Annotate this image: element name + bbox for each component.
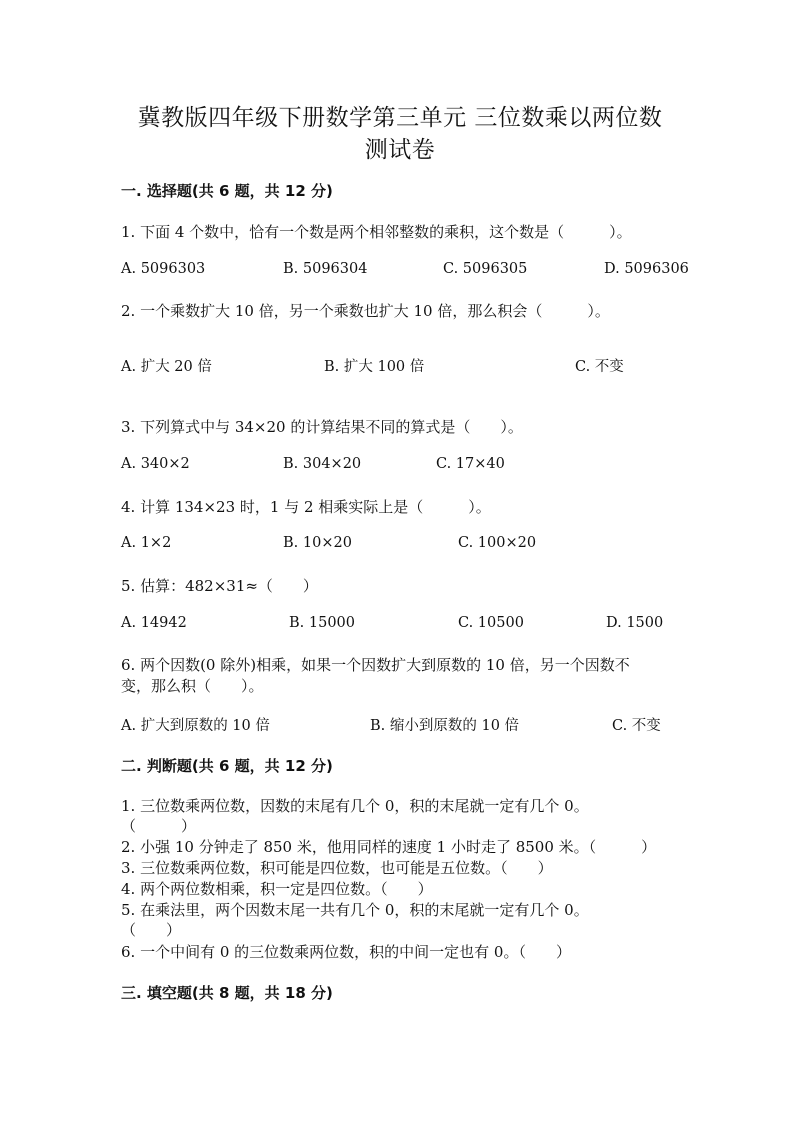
question-2-option-c: C. 不变: [575, 359, 624, 375]
question-1-option-c: C. 5096305: [443, 261, 528, 277]
question-6-option-c: C. 不变: [612, 718, 661, 734]
section-heading-fill: 三. 填空题(共 8 题，共 18 分): [121, 984, 333, 1002]
judge-1-line2: （ ）: [121, 817, 197, 835]
question-5-option-c: C. 10500: [458, 615, 524, 631]
question-4-stem: 4. 计算 134×23 时，1 与 2 相乘实际上是（ ）。: [121, 498, 491, 516]
question-5-option-a: A. 14942: [121, 615, 187, 631]
question-1-option-b: B. 5096304: [283, 261, 368, 277]
question-3-stem: 3. 下列算式中与 34×20 的计算结果不同的算式是（ ）。: [121, 418, 523, 436]
question-1-option-a: A. 5096303: [121, 261, 206, 277]
section-heading-judge: 二. 判断题(共 6 题，共 12 分): [121, 757, 333, 775]
section-heading-choice: 一. 选择题(共 6 题，共 12 分): [121, 182, 333, 200]
question-6-option-b: B. 缩小到原数的 10 倍: [370, 718, 520, 734]
question-6-option-a: A. 扩大到原数的 10 倍: [121, 718, 270, 734]
question-1-stem: 1. 下面 4 个数中，恰有一个数是两个相邻整数的乘积，这个数是（ ）。: [121, 223, 632, 241]
judge-6: 6. 一个中间有 0 的三位数乘两位数，积的中间一定也有 0。（ ）: [121, 943, 571, 961]
question-6-stem-line2: 变，那么积（ ）。: [121, 677, 264, 695]
question-3-option-b: B. 304×20: [283, 456, 362, 472]
judge-4: 4. 两个两位数相乘，积一定是四位数。（ ）: [121, 880, 433, 898]
page-title-line2: 测试卷: [364, 137, 436, 163]
judge-5-line1: 5. 在乘法里，两个因数末尾一共有几个 0，积的末尾就一定有几个 0。: [121, 901, 589, 919]
question-6-stem-line1: 6. 两个因数(0 除外)相乘，如果一个因数扩大到原数的 10 倍，另一个因数不: [121, 656, 630, 674]
judge-3: 3. 三位数乘两位数，积可能是四位数，也可能是五位数。（ ）: [121, 859, 553, 877]
question-2-stem: 2. 一个乘数扩大 10 倍，另一个乘数也扩大 10 倍，那么积会（ ）。: [121, 302, 610, 320]
question-3-option-a: A. 340×2: [121, 456, 190, 472]
question-4-option-c: C. 100×20: [458, 535, 537, 551]
question-2-option-b: B. 扩大 100 倍: [324, 359, 425, 375]
question-4-option-b: B. 10×20: [283, 535, 352, 551]
question-4-option-a: A. 1×2: [121, 535, 172, 551]
judge-2: 2. 小强 10 分钟走了 850 米，他用同样的速度 1 小时走了 8500 米。（ ）: [121, 838, 657, 856]
question-5-option-d: D. 1500: [606, 615, 664, 631]
question-2-option-a: A. 扩大 20 倍: [121, 359, 212, 375]
question-3-option-c: C. 17×40: [436, 456, 505, 472]
judge-1-line1: 1. 三位数乘两位数，因数的末尾有几个 0，积的末尾就一定有几个 0。: [121, 797, 589, 815]
judge-5-line2: （ ）: [121, 921, 182, 939]
question-5-option-b: B. 15000: [289, 615, 356, 631]
question-1-option-d: D. 5096306: [604, 261, 689, 277]
page-title-line1: 冀教版四年级下册数学第三单元 三位数乘以两位数: [137, 105, 663, 131]
question-5-stem: 5. 估算：482×31≈（ ）: [121, 577, 318, 595]
